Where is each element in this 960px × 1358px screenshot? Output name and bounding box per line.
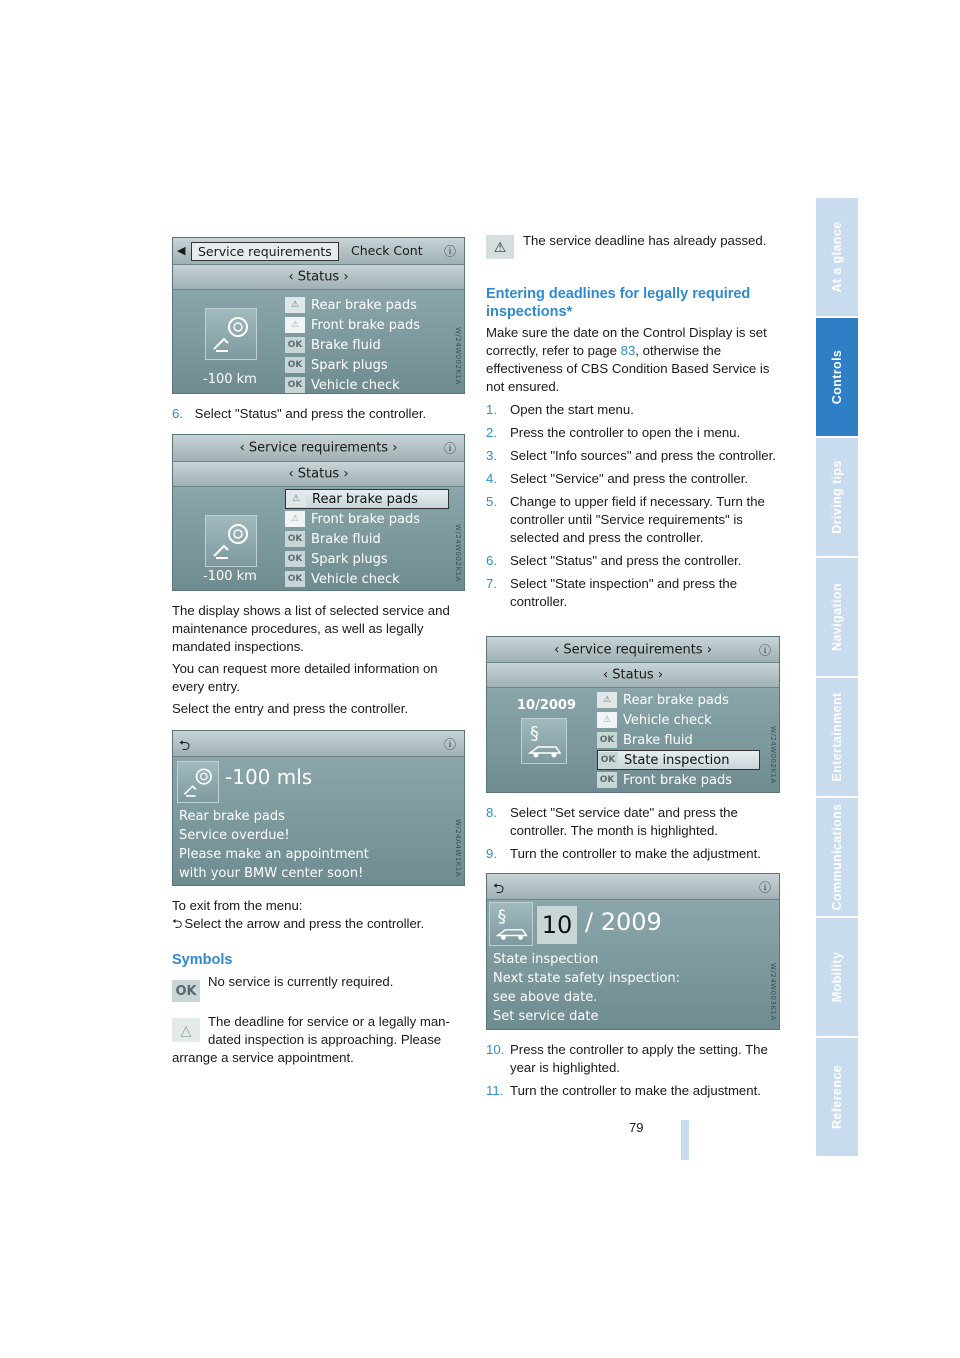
ok-icon: OK [285, 571, 305, 587]
title-label: ‹ Service requirements › [239, 440, 398, 456]
distance-value: -100 km [203, 372, 257, 387]
ok-icon: OK [285, 357, 305, 373]
image-code: W/24W002K1A [454, 327, 462, 385]
service-list [285, 295, 420, 394]
image-code: W/24W003K1A [769, 963, 777, 1021]
back-arrow-icon[interactable]: ⮌ [179, 738, 191, 754]
image-code: W/24A4W1K1A [454, 818, 462, 877]
brake-pads-icon [205, 515, 257, 567]
detail-text: Rear brake pads Service overdue! Please make an appointment with your BMW center soon! [179, 809, 369, 881]
warning-symbol-text-2: dated inspection is approaching. Please [208, 1032, 442, 1047]
info-icon: ⓘ [443, 244, 456, 259]
ok-icon: OK [597, 732, 617, 748]
back-bar [173, 731, 464, 757]
paragraph-display-list: The display shows a list of selected service and maintenance procedures, as well as legally mandated inspections. [172, 603, 450, 654]
screen-body [173, 757, 464, 885]
list-item-selected[interactable]: OK State inspection [597, 750, 760, 770]
warning-symbol-icon: △ [172, 1018, 200, 1042]
paragraph-detail-info: You can request more detailed information on every entry. [172, 661, 438, 694]
distance-value: -100 km [203, 569, 257, 584]
list-item[interactable]: ⚠ Front brake pads [285, 315, 420, 335]
screen-body [487, 900, 779, 1029]
title-label: ‹ Service requirements › [554, 642, 712, 657]
status-label: ‹ Status › [288, 269, 349, 285]
overdue-symbol-text: The service deadline has already passed. [523, 233, 767, 248]
status-bar [173, 265, 464, 290]
step: 2. Press the controller to open the i menu. [486, 425, 741, 440]
ok-symbol-text: No service is currently required. [208, 974, 394, 989]
tab-check-control[interactable]: Check Cont [351, 243, 423, 258]
month-field[interactable]: 10 [537, 906, 577, 944]
warning-symbol-text-1: The deadline for service or a legally man- [208, 1014, 450, 1029]
list-item[interactable]: ⚠ Rear brake pads [285, 295, 420, 315]
image-code: W/24W002K1A [769, 726, 777, 784]
tab-controls[interactable]: Controls [816, 318, 858, 438]
steps-list [486, 401, 782, 616]
page-link[interactable]: 83 [620, 343, 636, 358]
svg-text:§: § [530, 723, 539, 744]
warning-icon: ⚠ [285, 511, 305, 527]
list-item[interactable]: ⚠ Rear brake pads [597, 690, 760, 710]
intro-paragraph: Make sure the date on the Control Display is set correctly, refer to page 83, otherwise the effectiveness of CBS Condition Based Service is not ensured. [486, 325, 770, 394]
title-bar [487, 637, 779, 663]
warning-icon: ⚠ [286, 491, 306, 507]
list-item[interactable]: ⚠ Front brake pads [285, 509, 449, 529]
ok-icon: OK [285, 551, 305, 567]
ok-icon: OK [597, 772, 617, 788]
list-item[interactable]: OK Brake fluid [285, 529, 449, 549]
ok-icon: OK [285, 531, 305, 547]
list-item[interactable]: OK Brake fluid [597, 730, 760, 750]
screen-set-date [486, 873, 780, 1030]
tab-navigation[interactable]: Navigation [816, 558, 858, 678]
step: 11. Turn the controller to make the adjustment. [486, 1083, 761, 1098]
step: 7. Select "State inspection" and press the controller. [486, 576, 738, 609]
steps-list-2 [486, 804, 782, 868]
ok-icon: OK [285, 377, 305, 393]
exit-instruction: ⮌ Select the arrow and press the controller. [172, 916, 425, 931]
title-bar [173, 435, 464, 462]
list-item[interactable]: OK Brake fluid [285, 335, 420, 355]
screen-tab-bar [173, 238, 464, 265]
back-arrow-icon: ⮌ [172, 916, 183, 931]
step: 9. Turn the controller to make the adjustment. [486, 846, 761, 861]
status-label: ‹ Status › [602, 667, 664, 683]
warning-symbol-text-3: arrange a service appointment. [172, 1050, 354, 1065]
step: 10. Press the controller to apply the setting. The year is highlighted. [486, 1042, 768, 1075]
ok-symbol-icon: OK [172, 980, 200, 1002]
info-icon: ⓘ [758, 880, 771, 894]
ok-icon: OK [598, 752, 618, 768]
screen-body [487, 688, 779, 792]
info-icon: ⓘ [443, 441, 456, 456]
exit-title: To exit from the menu: [172, 898, 303, 913]
tab-at-a-glance[interactable]: At a glance [816, 198, 858, 318]
brake-pads-icon [205, 308, 257, 360]
status-label: ‹ Status › [288, 466, 349, 482]
page-marker [681, 1120, 689, 1160]
image-code: W/24W002K1A [454, 524, 462, 582]
chapter-tabs [816, 198, 858, 1160]
warning-icon: ⚠ [597, 692, 617, 708]
warning-icon: ⚠ [285, 317, 305, 333]
tab-driving-tips[interactable]: Driving tips [816, 438, 858, 558]
inspection-date: 10/2009 [517, 698, 577, 713]
service-list [597, 690, 760, 790]
list-item[interactable]: OK Spark plugs [285, 549, 449, 569]
tab-service-requirements[interactable]: Service requirements [191, 242, 339, 261]
tab-reference[interactable]: Reference [816, 1038, 858, 1158]
brake-pads-icon [177, 761, 219, 803]
step: 5. Change to upper field if necessary. Turn the controller until "Service requirements" is selected and press the controller. [486, 494, 765, 545]
ok-icon: OK [285, 337, 305, 353]
step: 8. Select "Set service date" and press the controller. The month is highlighted. [486, 805, 738, 838]
step: 3. Select "Info sources" and press the controller. [486, 448, 776, 463]
screen-detail [172, 730, 465, 886]
screen-status-list [172, 434, 465, 591]
back-bar [487, 874, 779, 900]
overdue-symbol-icon: ⚠ [486, 235, 514, 259]
tab-communications[interactable]: Communications [816, 798, 858, 918]
distance-value: -100 mls [225, 765, 313, 789]
list-item-selected[interactable]: ⚠ Rear brake pads [285, 489, 449, 509]
back-arrow-icon[interactable]: ⮌ [493, 881, 505, 897]
list-item[interactable]: OK Vehicle check [285, 569, 449, 589]
warning-icon: ⚠ [285, 297, 305, 313]
symbols-heading: Symbols [172, 952, 233, 968]
list-item[interactable]: OK Spark plugs [285, 355, 420, 375]
page-number: 79 [629, 1120, 644, 1135]
inspection-car-icon [521, 718, 567, 764]
step: 6. Select "Status" and press the controller. [486, 553, 742, 568]
screen-service-tabs [172, 237, 465, 394]
section-heading: Entering deadlines for legally required inspections* [486, 286, 751, 320]
step: 4. Select "Service" and press the controller. [486, 471, 749, 486]
list-item[interactable]: OK Vehicle check [285, 375, 420, 394]
warning-icon: ⚠ [597, 712, 617, 728]
paragraph-select-entry: Select the entry and press the controller. [172, 701, 409, 716]
info-icon: ⓘ [443, 737, 456, 751]
date-detail-text: State inspection Next state safety inspection: see above date. Set service date [493, 952, 681, 1024]
year-field[interactable]: / 2009 [585, 908, 662, 936]
inspection-car-icon [489, 902, 533, 946]
list-item[interactable]: OK Front brake pads [597, 770, 760, 790]
screen-state-inspection [486, 636, 780, 793]
back-arrow-icon: ◀ [177, 244, 186, 257]
step-6: 6. Select "Status" and press the controller. [172, 406, 427, 421]
status-bar [173, 462, 464, 487]
service-list [285, 489, 449, 589]
svg-text:§: § [497, 907, 507, 928]
info-icon: ⓘ [758, 643, 771, 657]
steps-list-3 [486, 1041, 786, 1105]
tab-mobility[interactable]: Mobility [816, 918, 858, 1038]
screen-body [173, 290, 464, 393]
tab-entertainment[interactable]: Entertainment [816, 678, 858, 798]
list-item[interactable]: ⚠ Vehicle check [597, 710, 760, 730]
status-bar [487, 663, 779, 688]
step: 1. Open the start menu. [486, 402, 634, 417]
screen-body [173, 487, 464, 590]
